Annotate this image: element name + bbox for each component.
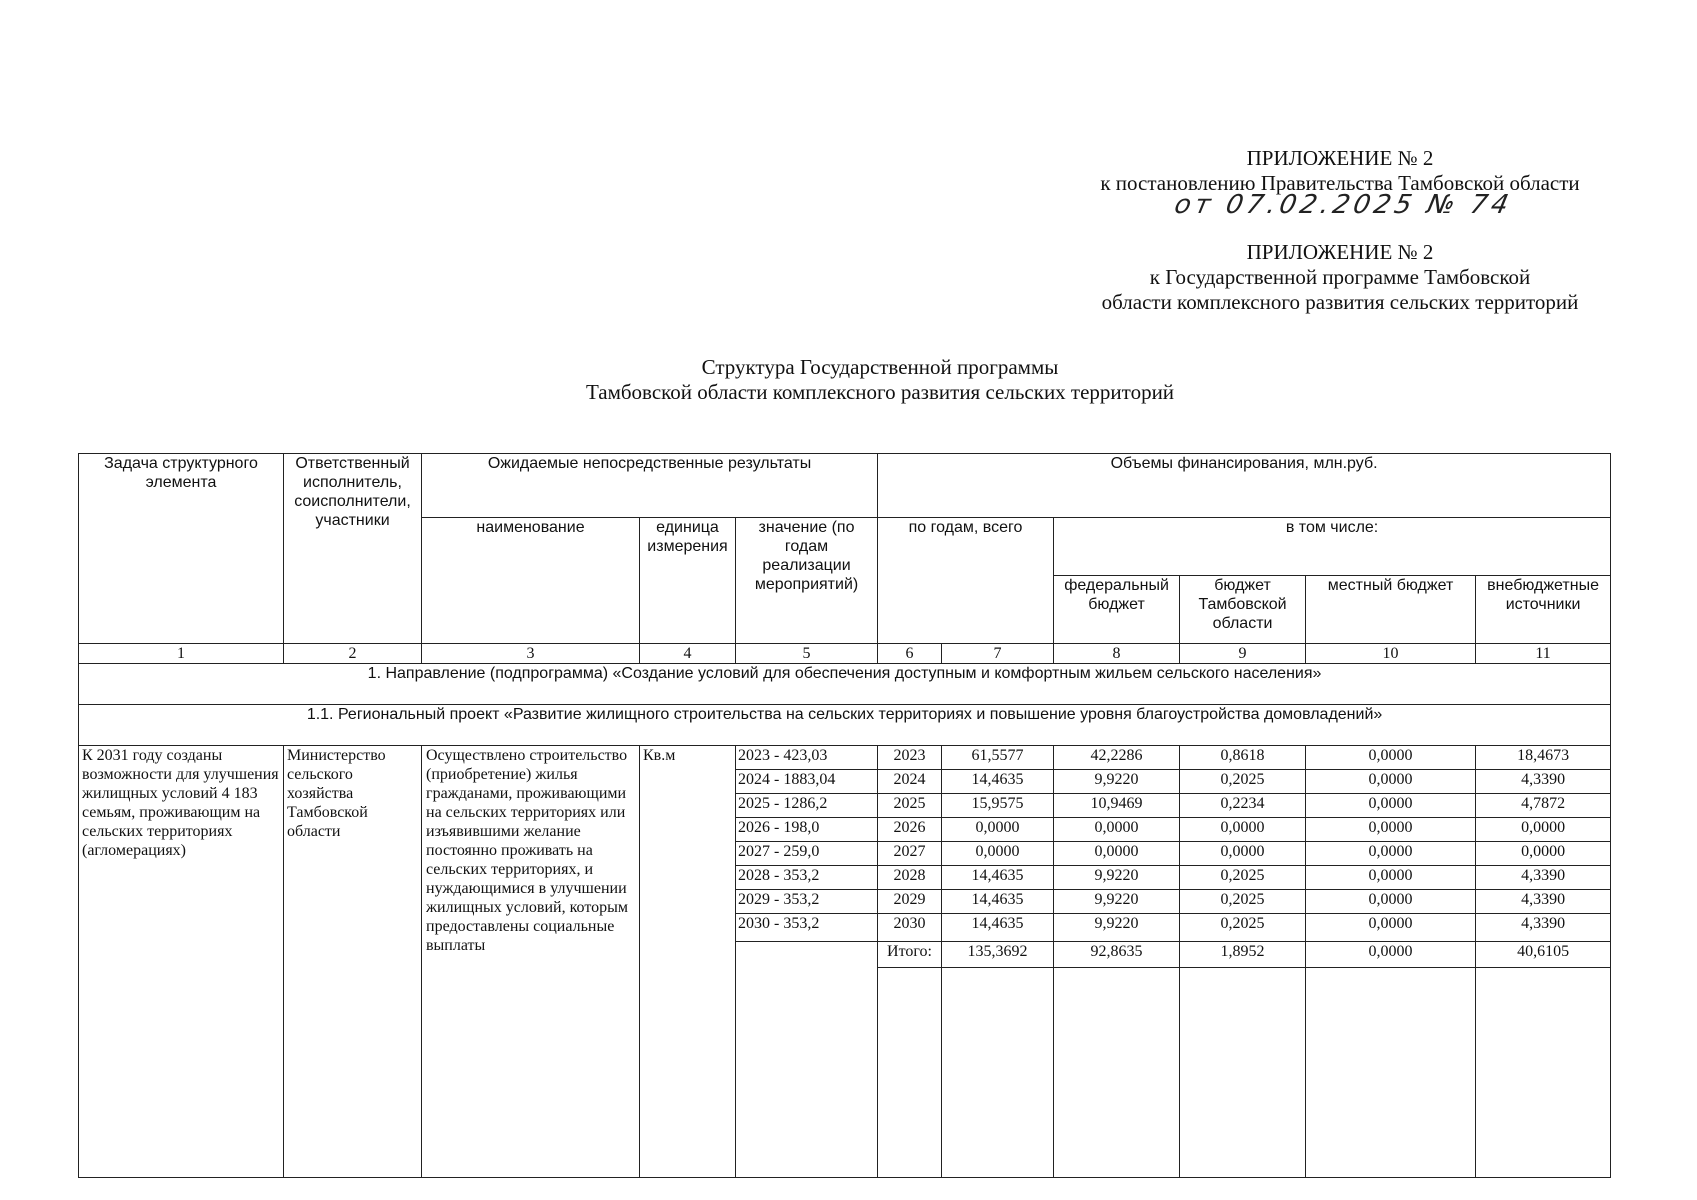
value-cell: 2028 - 353,2 <box>736 866 878 890</box>
annex-decree-title: ПРИЛОЖЕНИЕ № 2 <box>1246 146 1434 170</box>
year-cell: 2027 <box>878 842 942 866</box>
regional-cell: 0,0000 <box>1180 818 1306 842</box>
extra-cell: 4,3390 <box>1476 770 1611 794</box>
federal-cell: 9,9220 <box>1054 866 1180 890</box>
federal-cell: 9,9220 <box>1054 770 1180 794</box>
regional-cell: 0,2025 <box>1180 866 1306 890</box>
value-cell: 2027 - 259,0 <box>736 842 878 866</box>
column-number: 8 <box>1054 644 1180 664</box>
header-name: наименование <box>422 518 640 644</box>
task-cell: К 2031 году созданы возможности для улучшения жилищных условий 4 183 семьям, проживающим на сельских территориях (агломерациях) <box>79 746 284 1178</box>
column-number: 3 <box>422 644 640 664</box>
regional-total-cell: 1,8952 <box>1180 942 1306 968</box>
header-funding: Объемы финансирования, млн.руб. <box>878 454 1611 518</box>
year-cell: 2024 <box>878 770 942 794</box>
value-cell: 2024 - 1883,04 <box>736 770 878 794</box>
header-value: значение (по годам реализации мероприятий) <box>736 518 878 644</box>
handwritten-date-number: от 07.02.2025 № 74 <box>1171 190 1516 220</box>
local-cell: 0,0000 <box>1306 746 1476 770</box>
value-cell: 2025 - 1286,2 <box>736 794 878 818</box>
local-cell: 0,0000 <box>1306 794 1476 818</box>
year-cell: 2023 <box>878 746 942 770</box>
document-title <box>440 355 1320 405</box>
regional-cell: 0,2234 <box>1180 794 1306 818</box>
annex-program-line1: к Государственной программе Тамбовской <box>1149 265 1531 289</box>
federal-cell: 9,9220 <box>1054 890 1180 914</box>
column-number: 6 <box>878 644 942 664</box>
value-cell: 2029 - 353,2 <box>736 890 878 914</box>
total-cell: 0,0000 <box>942 818 1054 842</box>
annex-decree-line: к постановлению Правительства Тамбовской области <box>1100 171 1580 195</box>
extra-cell: 0,0000 <box>1476 842 1611 866</box>
local-cell: 0,0000 <box>1306 842 1476 866</box>
federal-cell: 42,2286 <box>1054 746 1180 770</box>
regional-cell: 0,0000 <box>1180 842 1306 866</box>
header-regional: бюджет Тамбовской области <box>1180 576 1306 644</box>
header-unit: единица измерения <box>640 518 736 644</box>
column-numbers-row <box>79 644 1611 664</box>
total-cell: 14,4635 <box>942 866 1054 890</box>
regional-cell: 0,2025 <box>1180 890 1306 914</box>
year-cell: 2030 <box>878 914 942 942</box>
federal-total-cell: 92,8635 <box>1054 942 1180 968</box>
extra-cell: 4,3390 <box>1476 866 1611 890</box>
federal-cell: 9,9220 <box>1054 914 1180 942</box>
local-cell: 0,0000 <box>1306 770 1476 794</box>
document-title-line2: Тамбовской области комплексного развития сельских территорий <box>585 380 1175 404</box>
header-expected-results: Ожидаемые непосредственные результаты <box>422 454 878 518</box>
annex-decree <box>1040 146 1640 196</box>
column-number: 2 <box>284 644 422 664</box>
local-cell: 0,0000 <box>1306 866 1476 890</box>
result-name-cell: Осуществлено строительство (приобретение) жилья гражданами, проживающими на сельских территориях или изъявившими желание постоянно проживать на сельских территориях, и нуждающимися в улучшении жилищных условий, которым предоставлены социальные выплаты <box>422 746 640 1178</box>
local-cell: 0,0000 <box>1306 818 1476 842</box>
section-heading: 1. Направление (подпрограмма) «Создание условий для обеспечения доступным и комфортным жильем сельского населения» <box>79 664 1611 705</box>
extra-total-cell: 40,6105 <box>1476 942 1611 968</box>
header-extra: внебюджетные источники <box>1476 576 1611 644</box>
column-number: 4 <box>640 644 736 664</box>
regional-cell: 0,8618 <box>1180 746 1306 770</box>
annex-program-line2: области комплексного развития сельских территорий <box>1101 290 1579 314</box>
federal-cell: 0,0000 <box>1054 818 1180 842</box>
subsection-heading: 1.1. Региональный проект «Развитие жилищного строительства на сельских территориях и повышение уровня благоустройства домовладений» <box>79 705 1611 746</box>
federal-cell: 10,9469 <box>1054 794 1180 818</box>
total-cell: 14,4635 <box>942 890 1054 914</box>
column-number: 7 <box>942 644 1054 664</box>
header-responsible: Ответственный исполнитель, соисполнители, участники <box>284 454 422 644</box>
table-row <box>79 746 1611 770</box>
value-cell: 2026 - 198,0 <box>736 818 878 842</box>
annex-program <box>1040 240 1640 315</box>
value-cell: 2030 - 353,2 <box>736 914 878 942</box>
total-cell: 14,4635 <box>942 914 1054 942</box>
document-title-line1: Структура Государственной программы <box>701 355 1059 379</box>
year-cell: 2028 <box>878 866 942 890</box>
extra-cell: 4,3390 <box>1476 890 1611 914</box>
column-number: 9 <box>1180 644 1306 664</box>
extra-cell: 18,4673 <box>1476 746 1611 770</box>
column-number: 10 <box>1306 644 1476 664</box>
total-cell: 14,4635 <box>942 770 1054 794</box>
year-cell: 2025 <box>878 794 942 818</box>
year-cell: 2026 <box>878 818 942 842</box>
total-cell: 0,0000 <box>942 842 1054 866</box>
header-by-years: по годам, всего <box>878 518 1054 644</box>
responsible-cell: Министерство сельского хозяйства Тамбовской области <box>284 746 422 1178</box>
header-task: Задача структурного элемента <box>79 454 284 644</box>
annex-program-title: ПРИЛОЖЕНИЕ № 2 <box>1246 240 1434 264</box>
value-cell: 2023 - 423,03 <box>736 746 878 770</box>
column-number: 11 <box>1476 644 1611 664</box>
header-federal: федеральный бюджет <box>1054 576 1180 644</box>
header-including: в том числе: <box>1054 518 1611 576</box>
column-number: 5 <box>736 644 878 664</box>
total-label: Итого: <box>878 942 942 968</box>
local-cell: 0,0000 <box>1306 890 1476 914</box>
program-structure-table <box>78 453 1611 1178</box>
federal-cell: 0,0000 <box>1054 842 1180 866</box>
extra-cell: 4,7872 <box>1476 794 1611 818</box>
local-total-cell: 0,0000 <box>1306 942 1476 968</box>
regional-cell: 0,2025 <box>1180 770 1306 794</box>
year-cell: 2029 <box>878 890 942 914</box>
grand-total-cell: 135,3692 <box>942 942 1054 968</box>
extra-cell: 0,0000 <box>1476 818 1611 842</box>
regional-cell: 0,2025 <box>1180 914 1306 942</box>
total-cell: 15,9575 <box>942 794 1054 818</box>
local-cell: 0,0000 <box>1306 914 1476 942</box>
column-number: 1 <box>79 644 284 664</box>
total-cell: 61,5577 <box>942 746 1054 770</box>
unit-cell: Кв.м <box>640 746 736 1178</box>
extra-cell: 4,3390 <box>1476 914 1611 942</box>
header-local: местный бюджет <box>1306 576 1476 644</box>
